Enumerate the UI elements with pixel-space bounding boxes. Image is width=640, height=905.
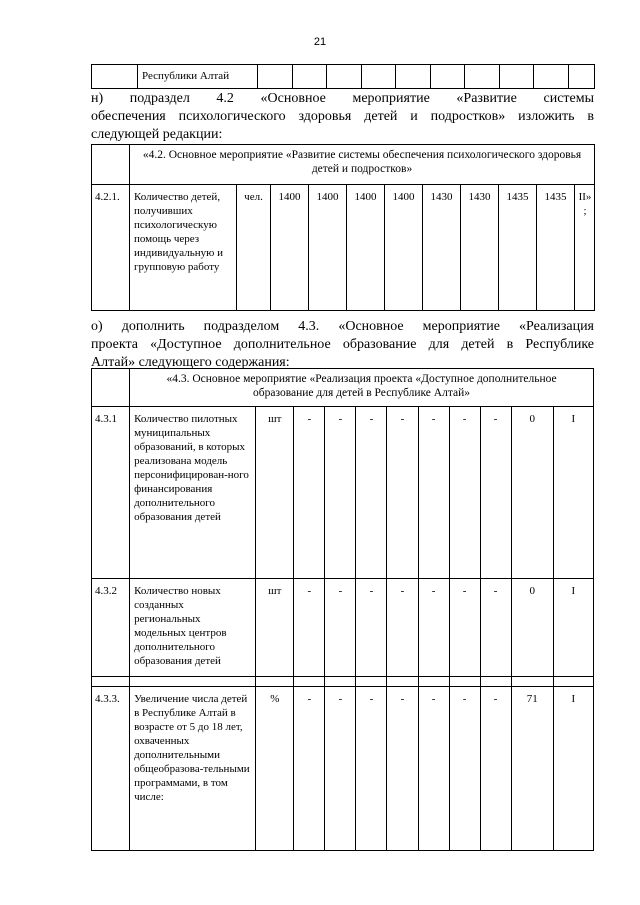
row-number: 4.3.3.: [92, 687, 130, 851]
table-cell: [362, 65, 396, 89]
table-cell: [534, 65, 569, 89]
paragraph-n: [91, 90, 594, 144]
paragraph-o: [91, 318, 594, 372]
value-cell: -: [480, 687, 511, 851]
value-cell: -: [418, 579, 449, 677]
paragraph-line: Алтай» следующего содержания:: [91, 355, 290, 370]
table-cell: [431, 65, 465, 89]
value-cell: -: [387, 687, 418, 851]
indicator-name: Количество пилотных муниципальных образований, в которых реализована модель персонифицирован-ного финансирования дополнительного образования детей: [130, 407, 256, 579]
value-cell: -: [356, 687, 387, 851]
unit-cell: шт: [256, 579, 294, 677]
indicator-name: Количество новых созданных региональных модельных центров дополнительного образования детей: [130, 579, 256, 677]
section-title: «4.2. Основное мероприятие «Развитие системы обеспечения психологического здоровья детей и подростков»: [130, 145, 595, 185]
table-4-3: [91, 368, 594, 851]
table-row: [92, 65, 595, 89]
table-row: [92, 145, 595, 185]
value-cell: -: [449, 579, 480, 677]
value-cell: -: [356, 407, 387, 579]
section-title: «4.3. Основное мероприятие «Реализация проекта «Доступное дополнительное образование для детей в Республике Алтай»: [130, 369, 594, 407]
last-column-cell: I: [553, 407, 593, 579]
value-cell: -: [325, 407, 356, 579]
table-cell: [500, 65, 534, 89]
table-row: [92, 579, 594, 677]
table-cell: [553, 677, 593, 687]
value-cell: 1435: [537, 185, 575, 311]
value-cell: 1400: [385, 185, 423, 311]
table-cell: [569, 65, 595, 89]
unit-cell: чел.: [237, 185, 271, 311]
table-cell: [480, 677, 511, 687]
row-number: 4.3.2: [92, 579, 130, 677]
table-cell: [396, 65, 431, 89]
value-cell: 1400: [347, 185, 385, 311]
paragraph-line: н) подраздел 4.2 «Основное мероприятие «Развитие системы: [91, 91, 594, 106]
table-cell: [294, 677, 325, 687]
paragraph-line: о) дополнить подразделом 4.3. «Основное мероприятие «Реализация: [91, 319, 594, 334]
value-cell: -: [480, 579, 511, 677]
value-cell: 0: [511, 579, 553, 677]
value-cell: 71: [511, 687, 553, 851]
table-cell: [256, 677, 294, 687]
value-cell: 0: [511, 407, 553, 579]
table-row: [92, 687, 594, 851]
value-cell: -: [418, 407, 449, 579]
table-row: [92, 369, 594, 407]
paragraph-line: следующей редакции:: [91, 127, 223, 142]
value-cell: 1400: [271, 185, 309, 311]
value-cell: -: [387, 579, 418, 677]
table-cell: [511, 677, 553, 687]
table-row: [92, 407, 594, 579]
table-row-spacer: [92, 677, 594, 687]
table-cell: [92, 369, 130, 407]
value-cell: -: [325, 687, 356, 851]
table-cell: [130, 677, 256, 687]
value-cell: -: [387, 407, 418, 579]
table-cell: [258, 65, 293, 89]
row-number: 4.3.1: [92, 407, 130, 579]
last-column-cell: II» ;: [575, 185, 595, 311]
table-cell: [325, 677, 356, 687]
value-cell: -: [449, 687, 480, 851]
table-cell: [92, 145, 130, 185]
value-cell: -: [294, 407, 325, 579]
indicator-name: Увеличение числа детей в Республике Алтай в возрасте от 5 до 18 лет, охваченных дополнительными общеобразова-тельными программами, в том числе:: [130, 687, 256, 851]
value-cell: -: [325, 579, 356, 677]
value-cell: 1430: [461, 185, 499, 311]
value-cell: 1430: [423, 185, 461, 311]
unit-cell: %: [256, 687, 294, 851]
value-cell: -: [294, 687, 325, 851]
table-cell: [418, 677, 449, 687]
value-cell: -: [449, 407, 480, 579]
last-column-cell: I: [553, 579, 593, 677]
table-cell: [387, 677, 418, 687]
page-number: 21: [313, 36, 327, 48]
value-cell: -: [356, 579, 387, 677]
indicator-name: Количество детей, получивших психологическую помощь через индивидуальную и групповую работу: [130, 185, 237, 311]
paragraph-line: обеспечения психологического здоровья детей и подростков» изложить в: [91, 109, 594, 124]
table-cell: [327, 65, 362, 89]
table-cell: [356, 677, 387, 687]
value-cell: -: [294, 579, 325, 677]
top-fragment-table: [91, 64, 595, 89]
paragraph-line: проекта «Доступное дополнительное образование для детей в Республике: [91, 337, 594, 352]
table-cell: [449, 677, 480, 687]
unit-cell: шт: [256, 407, 294, 579]
row-number: 4.2.1.: [92, 185, 130, 311]
value-cell: -: [418, 687, 449, 851]
table-cell: Республики Алтай: [138, 65, 258, 89]
value-cell: 1400: [309, 185, 347, 311]
table-cell: [92, 677, 130, 687]
table-cell: [293, 65, 327, 89]
last-column-cell: I: [553, 687, 593, 851]
value-cell: 1435: [499, 185, 537, 311]
table-4-2: [91, 144, 595, 311]
table-cell: [465, 65, 500, 89]
table-row: [92, 185, 595, 311]
table-cell: [92, 65, 138, 89]
value-cell: -: [480, 407, 511, 579]
